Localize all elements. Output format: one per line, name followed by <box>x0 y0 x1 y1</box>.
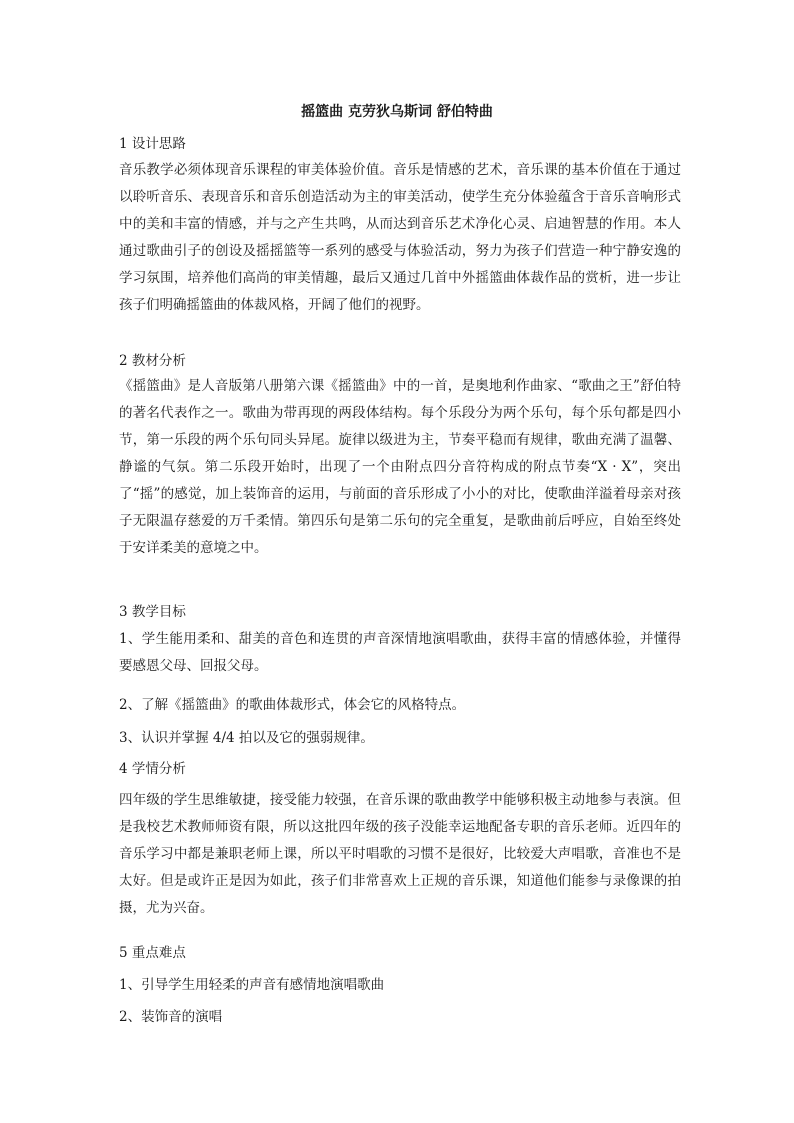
section-heading-design: 1 设计思路 <box>119 136 186 152</box>
section-heading-goals: 3 教学目标 <box>119 604 186 620</box>
paragraph-material: 《摇篮曲》是人音版第八册第六课《摇篮曲》中的一首，是奥地利作曲家、“歌曲之王”舒伯特的著名代表作之一。歌曲为带再现的两段体结构。每个乐段分为两个乐句，每个乐句都是四小节，第一乐段的两个乐句同头异尾。旋律以级进为主，节奏平稳而有规律，歌曲充满了温馨、静谧的气氛。第二乐段开始时，出现了一个由附点四分音符构成的附点节奏“X · X”，突出了“摇”的感觉，加上装饰音的运用，与前面的音乐形成了小小的对比，使歌曲洋溢着母亲对孩子无限温存慈爱的万千柔情。第四乐句是第二乐句的完全重复，是歌曲前后呼应，自始至终处于安详柔美的意境之中。 <box>119 378 681 556</box>
section-heading-learners: 4 学情分析 <box>119 761 186 777</box>
paragraph-design: 音乐教学必须体现音乐课程的审美体验价值。音乐是情感的艺术，音乐课的基本价值在于通过以聆听音乐、表现音乐和音乐创造活动为主的审美活动，使学生充分体验蕴含于音乐音响形式中的美和丰富的情感，并与之产生共鸣，从而达到音乐艺术净化心灵、启迪智慧的作用。本人通过歌曲引子的创设及摇摇篮等一系列的感受与体验活动，努力为孩子们营造一种宁静安逸的学习氛围，培养他们高尚的审美情趣，最后又通过几首中外摇篮曲体裁作品的赏析，进一步让孩子们明确摇篮曲的体裁风格，开阔了他们的视野。 <box>119 162 681 313</box>
paragraph-learners: 四年级的学生思维敏捷，接受能力较强，在音乐课的歌曲教学中能够积极主动地参与表演。但是我校艺术教师师资有限，所以这批四年级的孩子没能幸运地配备专职的音乐老师。近四年的音乐学习中都是兼职老师上课，所以平时唱歌的习惯不是很好，比较爱大声唱歌，音准也不是太好。但是或许正是因为如此，孩子们非常喜欢上正规的音乐课，知道他们能参与录像课的拍摄，尤为兴奋。 <box>119 792 681 916</box>
key-point-item-2: 2、装饰音的演唱 <box>119 1009 223 1025</box>
section-heading-material: 2 教材分析 <box>119 353 186 369</box>
goal-item-1: 1、学生能用柔和、甜美的音色和连贯的声音深情地演唱歌曲，获得丰富的情感体验，并懂得要感恩父母、回报父母。 <box>119 631 681 674</box>
goal-item-3: 3、认识并掌握 4/4 拍以及它的强弱规律。 <box>119 730 374 746</box>
section-heading-key-points: 5 重点难点 <box>119 945 186 961</box>
goal-item-2: 2、了解《摇篮曲》的歌曲体裁形式，体会它的风格特点。 <box>119 697 466 713</box>
document-title: 摇篮曲 克劳狄乌斯词 舒伯特曲 <box>301 104 493 120</box>
key-point-item-1: 1、引导学生用轻柔的声音有感情地演唱歌曲 <box>119 977 385 993</box>
